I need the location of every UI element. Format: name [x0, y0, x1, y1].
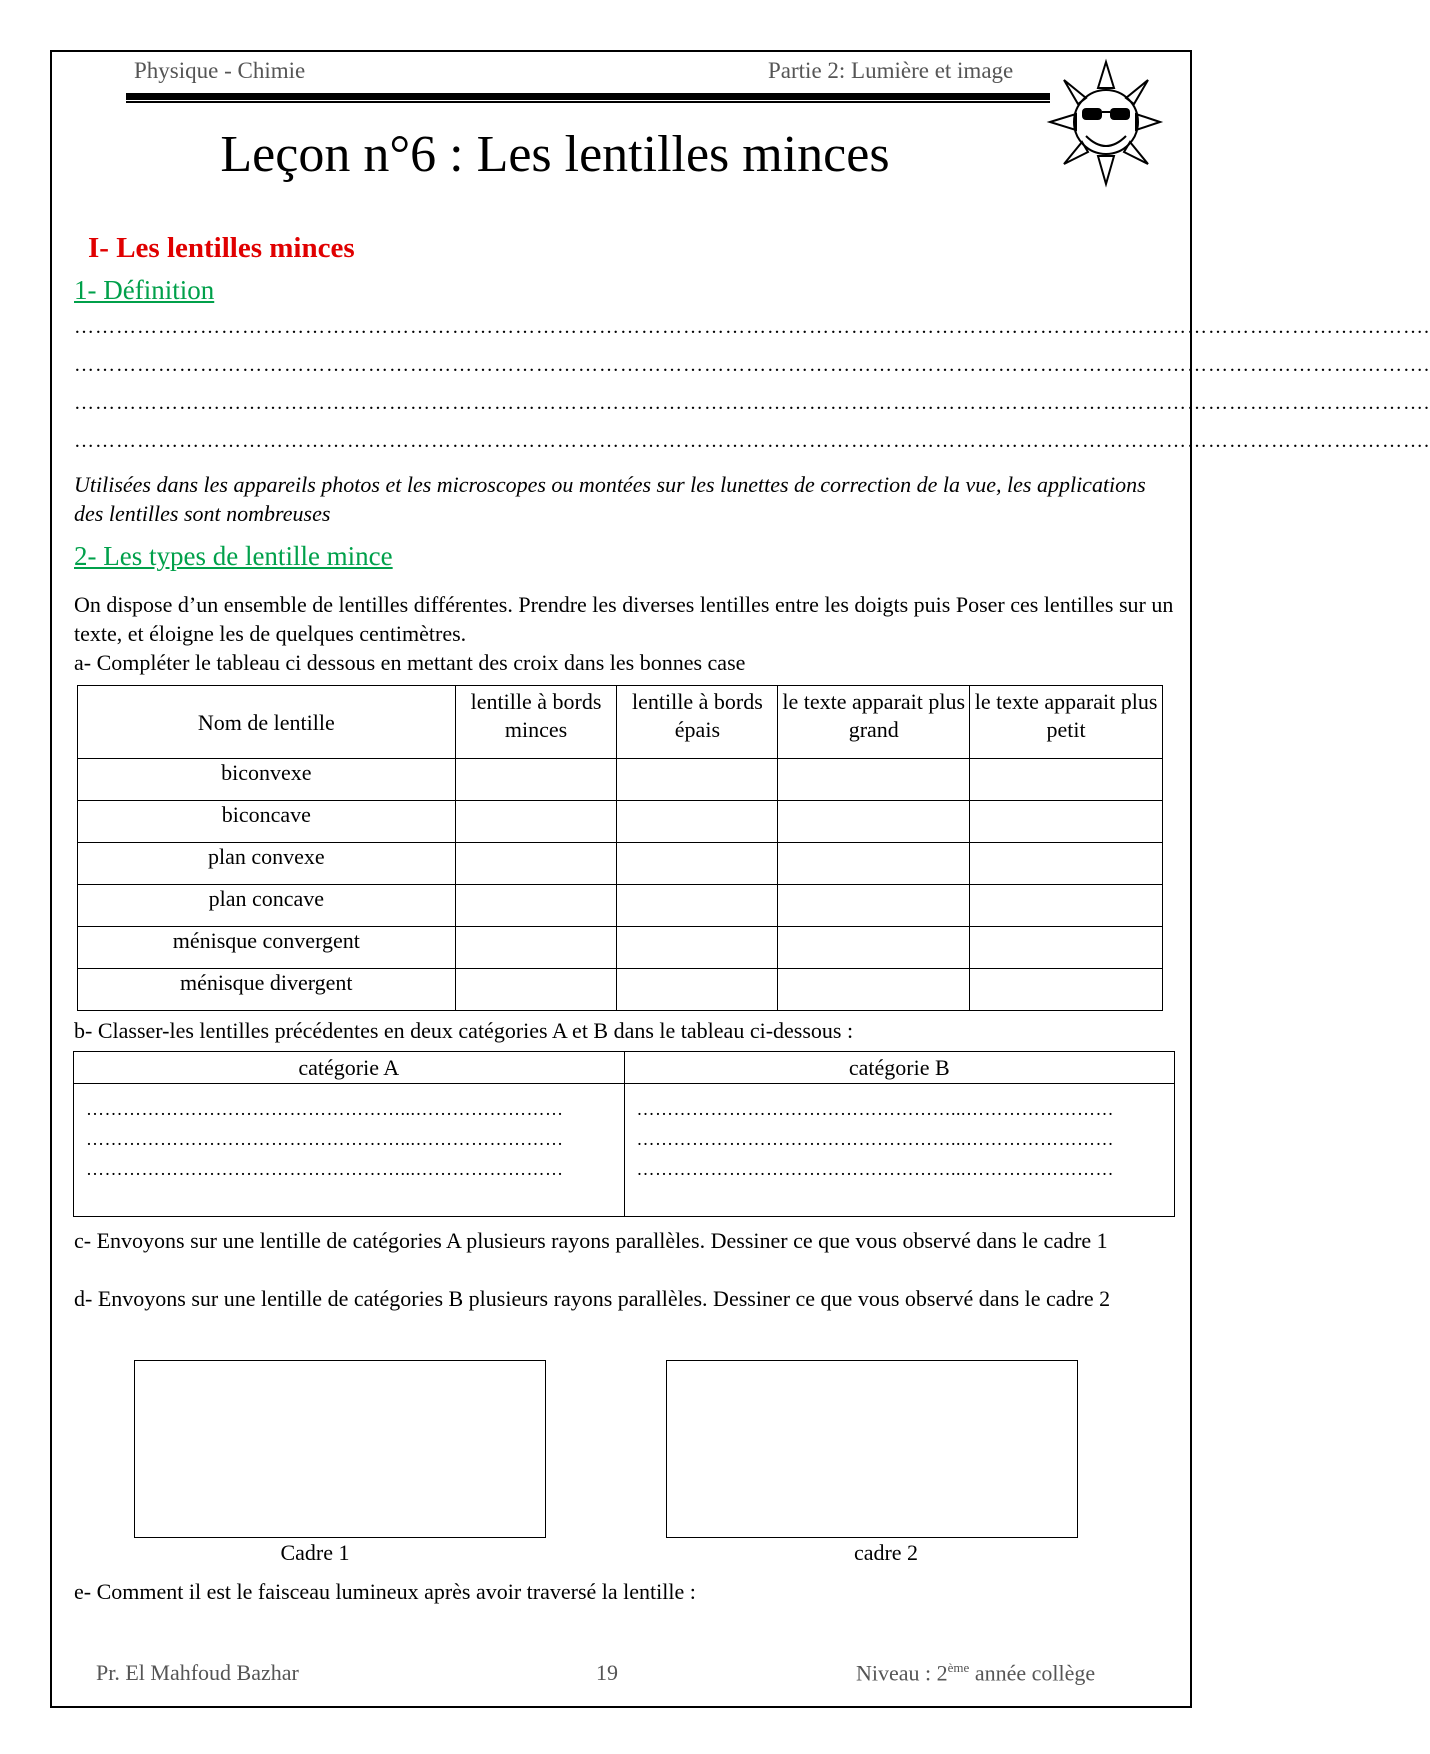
answer-cell[interactable] — [617, 759, 778, 801]
answer-line[interactable]: ………………………………………………………………………………………………………………………………………………………………….………. — [74, 316, 1430, 338]
footer-author: Pr. El Mahfoud Bazhar — [96, 1660, 299, 1685]
frame-1-caption: Cadre 1 — [280, 1540, 350, 1565]
answer-line[interactable]: ……………………………………………...…………………… — [636, 1129, 1114, 1149]
answer-line[interactable]: ……………………………………………...…………………… — [86, 1129, 564, 1149]
question-b: b- Classer-les lentilles précédentes en deux catégories A et B dans le tableau ci-dessous : — [74, 1018, 854, 1043]
answer-cell[interactable] — [970, 843, 1163, 885]
footer-level — [856, 1660, 1095, 1686]
lens-name: plan convexe — [78, 843, 456, 885]
lens-types-table — [77, 685, 1163, 1011]
header-rule — [126, 93, 1050, 100]
table-row — [78, 927, 1163, 969]
lens-name: ménisque convergent — [78, 927, 456, 969]
answer-line[interactable]: ……………………………………………...…………………… — [86, 1159, 564, 1179]
header-part: Partie 2: Lumière et image — [768, 58, 1014, 83]
answer-cell[interactable] — [778, 801, 970, 843]
answer-cell[interactable] — [455, 927, 617, 969]
category-a-header: catégorie A — [74, 1052, 625, 1084]
table-row — [78, 801, 1163, 843]
column-header: lentille à bords minces — [455, 686, 617, 759]
level-superscript: ème — [947, 1660, 970, 1675]
answer-cell[interactable] — [617, 969, 778, 1011]
column-header: le texte apparait plus petit — [970, 686, 1163, 759]
column-header: le texte apparait plus grand — [778, 686, 970, 759]
answer-cell[interactable] — [455, 843, 617, 885]
answer-line[interactable]: ……………………………………………...…………………… — [636, 1159, 1114, 1179]
page-number: 19 — [596, 1660, 618, 1685]
answer-line[interactable]: ………………………………………………………………………………………………………………………………………………………………….………. — [74, 430, 1430, 452]
header-subject: Physique - Chimie — [134, 58, 306, 83]
answer-line[interactable]: ………………………………………………………………………………………………………………………………………………………………….………. — [74, 392, 1430, 414]
answer-line[interactable]: ……………………………………………...…………………… — [636, 1099, 1114, 1119]
answer-cell[interactable] — [617, 801, 778, 843]
table-header-row — [78, 686, 1163, 759]
question-e: e- Comment il est le faisceau lumineux après avoir traversé la lentille : — [74, 1579, 696, 1604]
answer-cell[interactable] — [970, 801, 1163, 843]
applications-text: Utilisées dans les appareils photos et les microscopes ou montées sur les lunettes de correction de la vue, les applications des lentilles sont nombreuses — [74, 472, 1146, 526]
answer-cell[interactable] — [455, 801, 617, 843]
category-b-header: catégorie B — [624, 1052, 1175, 1084]
answer-cell[interactable] — [455, 969, 617, 1011]
types-heading: 2- Les types de lentille mince — [74, 541, 393, 571]
answer-cell[interactable] — [455, 885, 617, 927]
answer-cell[interactable] — [970, 927, 1163, 969]
question-d: d- Envoyons sur une lentille de catégories B plusieurs rayons parallèles. Dessiner ce que vous observé dans le cadre 2 — [74, 1286, 1111, 1311]
lens-name: biconvexe — [78, 759, 456, 801]
level-prefix: Niveau : 2 — [856, 1660, 948, 1686]
table-row — [78, 843, 1163, 885]
answer-cell[interactable] — [778, 927, 970, 969]
column-header: lentille à bords épais — [617, 686, 778, 759]
category-table — [73, 1051, 1175, 1217]
question-c: c- Envoyons sur une lentille de catégories A plusieurs rayons parallèles. Dessiner ce que vous observé dans le cadre 1 — [74, 1228, 1108, 1253]
lens-name: biconcave — [78, 801, 456, 843]
answer-cell[interactable] — [617, 843, 778, 885]
question-a: a- Compléter le tableau ci dessous en mettant des croix dans les bonnes case — [74, 650, 746, 675]
level-suffix: année collège — [969, 1660, 1096, 1686]
answer-cell[interactable] — [778, 759, 970, 801]
section-heading: I- Les lentilles minces — [88, 232, 355, 264]
category-a-cell[interactable] — [74, 1084, 625, 1217]
table-row — [78, 759, 1163, 801]
answer-cell[interactable] — [617, 885, 778, 927]
table-header-row — [74, 1052, 1175, 1084]
answer-cell[interactable] — [617, 927, 778, 969]
lens-name: ménisque divergent — [78, 969, 456, 1011]
table-row — [74, 1084, 1175, 1217]
category-b-cell[interactable] — [624, 1084, 1175, 1217]
answer-line[interactable]: ……………………………………………...…………………… — [86, 1099, 564, 1119]
answer-cell[interactable] — [970, 969, 1163, 1011]
answer-cell[interactable] — [778, 885, 970, 927]
table-row — [78, 969, 1163, 1011]
intro-text: On dispose d’un ensemble de lentilles différentes. Prendre les diverses lentilles entre les doigts puis Poser ces lentilles sur un texte, et éloigne les de quelques centimètres. — [74, 592, 1174, 646]
answer-cell[interactable] — [778, 843, 970, 885]
lesson-title: Leçon n°6 : Les lentilles minces — [220, 126, 890, 183]
answer-cell[interactable] — [778, 969, 970, 1011]
header-rule-thin — [126, 101, 1050, 103]
frame-2-caption: cadre 2 — [853, 1540, 919, 1565]
drawing-frame-2[interactable] — [666, 1360, 1078, 1538]
definition-heading: 1- Définition — [74, 275, 215, 305]
answer-line[interactable]: ………………………………………………………………………………………………………………………………………………………………….………. — [74, 354, 1430, 376]
lens-name: plan concave — [78, 885, 456, 927]
drawing-frame-1[interactable] — [134, 1360, 546, 1538]
answer-cell[interactable] — [970, 759, 1163, 801]
answer-cell[interactable] — [455, 759, 617, 801]
table-row — [78, 885, 1163, 927]
answer-cell[interactable] — [970, 885, 1163, 927]
column-header: Nom de lentille — [78, 686, 456, 759]
